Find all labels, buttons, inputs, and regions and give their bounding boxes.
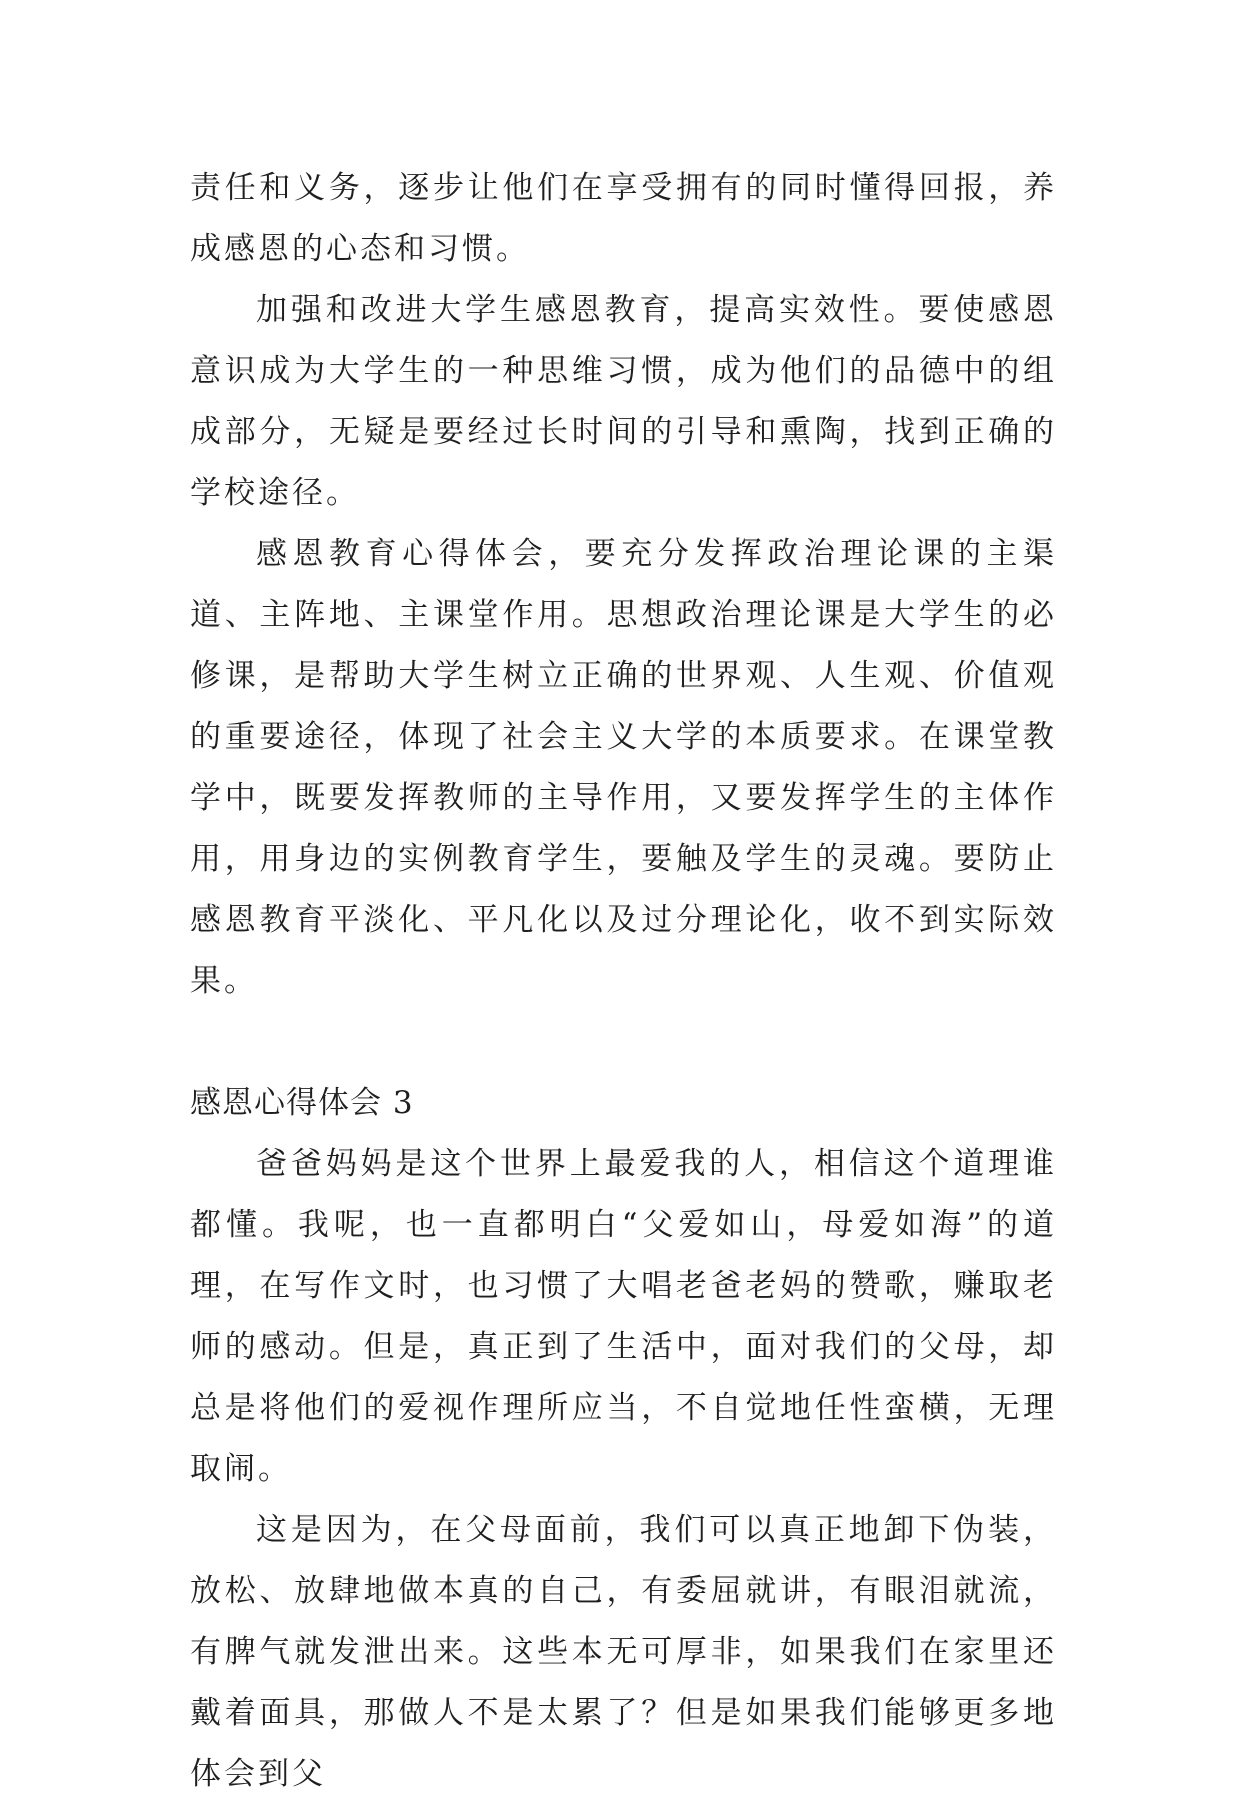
paragraph-improve-education: 加强和改进大学生感恩教育，提高实效性。要使感恩意识成为大学生的一种思维习惯，成为他们的品德中的组成部分，无疑是要经过长时间的引导和熏陶，找到正确的学校途径。 <box>190 292 1057 511</box>
section-heading: 感恩心得体会 3 <box>190 1085 414 1121</box>
paragraph-before-parents: 这是因为，在父母面前，我们可以真正地卸下伪装，放松、放肆地做本真的自己，有委屈就讲，有眼泪就流，有脾气就发泄出来。这些本无可厚非，如果我们在家里还戴着面具，那做人不是太累了？但是如果我们能够更多地体会到父 <box>190 1512 1057 1792</box>
paragraph-continuation: 责任和义务，逐步让他们在享受拥有的同时懂得回报，养成感恩的心态和习惯。 <box>190 170 1057 267</box>
paragraph-parents-love: 爸爸妈妈是这个世界上最爱我的人，相信这个道理谁都懂。我呢，也一直都明白“父爱如山，母爱如海”的道理，在写作文时，也习惯了大唱老爸老妈的赞歌，赚取老师的感动。但是，真正到了生活中，面对我们的父母，却总是将他们的爱视作理所应当，不自觉地任性蛮横，无理取闹。 <box>190 1146 1057 1487</box>
paragraph-political-theory: 感恩教育心得体会，要充分发挥政治理论课的主渠道、主阵地、主课堂作用。思想政治理论课是大学生的必修课，是帮助大学生树立正确的世界观、人生观、价值观的重要途径，体现了社会主义大学的本质要求。在课堂教学中，既要发挥教师的主导作用，又要发挥学生的主体作用，用身边的实例教育学生，要触及学生的灵魂。要防止感恩教育平淡化、平凡化以及过分理论化，收不到实际效果。 <box>190 536 1057 999</box>
document-body <box>190 158 1057 1805</box>
